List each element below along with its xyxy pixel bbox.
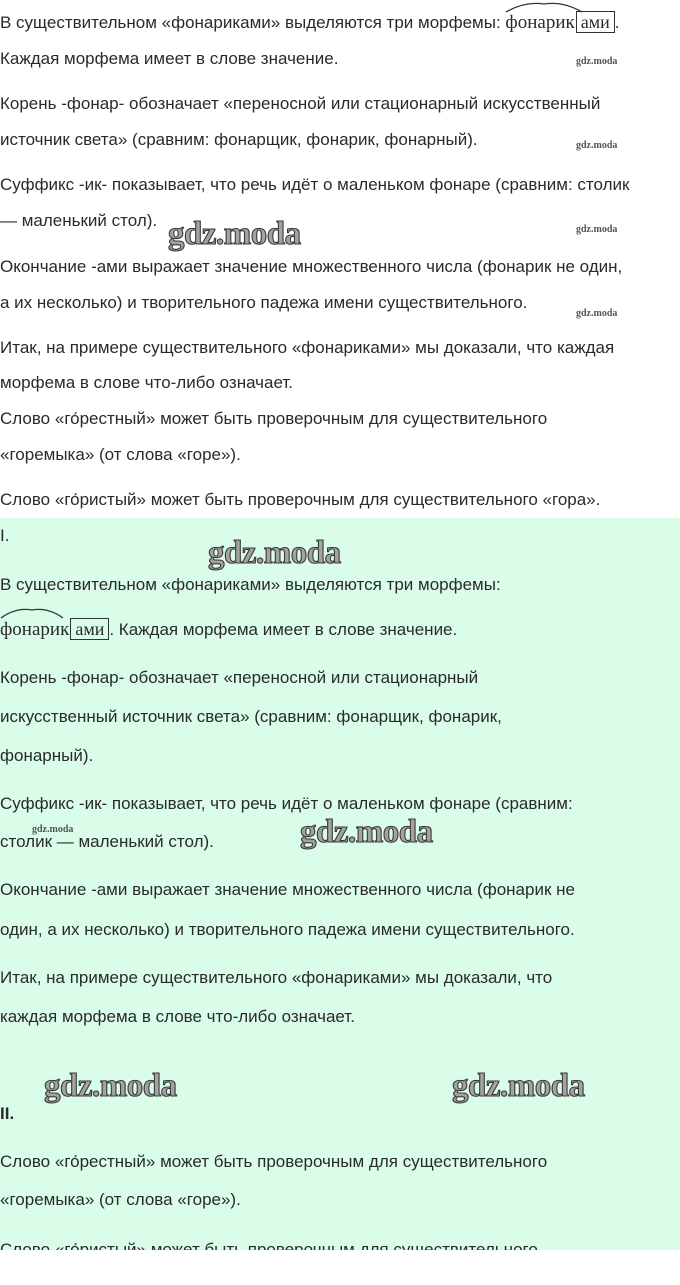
morpheme-root: фонар bbox=[505, 12, 556, 33]
top-line-10: морфема в слове что-либо означает. bbox=[0, 373, 293, 392]
morpheme-suffix: ик bbox=[555, 12, 575, 33]
cutoff-mask bbox=[0, 1250, 680, 1285]
top-line-9: Итак, на примере существительного «фонариками» мы доказали, что каждая bbox=[0, 338, 615, 357]
section1-line-11: каждая морфема в слове что-либо означает. bbox=[0, 1007, 355, 1026]
morpheme-ending: ами bbox=[70, 618, 109, 640]
morpheme-ending: ами bbox=[576, 11, 615, 33]
top-line-2: Каждая морфема имеет в слове значение. bbox=[0, 49, 339, 68]
watermark-large: gdz.moda bbox=[168, 216, 301, 252]
section1-line-10: Итак, на примере существительного «фонариками» мы доказали, что bbox=[0, 968, 553, 987]
root-arc-icon bbox=[0, 606, 64, 620]
section1-line-3: Корень -фонар- обозначает «переносной или стационарный bbox=[0, 668, 479, 687]
top-line-6: — маленький стол). bbox=[0, 211, 158, 230]
watermark-small: gdz.moda bbox=[576, 308, 618, 319]
section1-line-9: один, а их несколько) и творительного падежа имени существительного. bbox=[0, 920, 575, 939]
watermark-large: gdz.moda bbox=[300, 814, 433, 850]
watermark-small: gdz.moda bbox=[32, 824, 74, 835]
section2-heading: II. bbox=[0, 1104, 15, 1123]
watermark-large: gdz.moda bbox=[44, 1068, 177, 1104]
watermark-small: gdz.moda bbox=[576, 56, 618, 67]
top-line-1 bbox=[0, 12, 619, 33]
section1-line-6: Суффикс -ик- показывает, что речь идёт о маленьком фонаре (сравним: bbox=[0, 794, 573, 813]
section1-line-8: Окончание -ами выражает значение множественного числа (фонарик не bbox=[0, 880, 575, 899]
section1-heading: I. bbox=[0, 526, 10, 545]
section1-line-4: искусственный источник света» (сравним: фонарщик, фонарик, bbox=[0, 707, 502, 726]
section1-line-5: фонарный). bbox=[0, 746, 94, 765]
section2-line-2: «горемыка» (от слова «горе»). bbox=[0, 1190, 241, 1209]
watermark-large: gdz.moda bbox=[208, 535, 341, 571]
text-segment: . Каждая морфема имеет в слове значение. bbox=[109, 620, 458, 639]
section1-line-1: В существительном «фонариками» выделяются три морфемы: bbox=[0, 575, 501, 594]
top-line-13: Слово «го́ристый» может быть проверочным для существительного «гора». bbox=[0, 490, 601, 509]
morpheme-root: фонар bbox=[0, 619, 50, 640]
text-segment: . bbox=[614, 13, 620, 32]
top-line-12: «горемыка» (от слова «горе»). bbox=[0, 445, 241, 464]
top-line-3: Корень -фонар- обозначает «переносной или стационарный искусственный bbox=[0, 94, 601, 113]
top-line-4: источник света» (сравним: фонарщик, фонарик, фонарный). bbox=[0, 130, 478, 149]
morpheme-breakdown bbox=[505, 12, 614, 33]
section1-line-7: столик — маленький стол). bbox=[0, 832, 214, 851]
section2-line-1: Слово «го́рестный» может быть проверочным для существительного bbox=[0, 1152, 548, 1171]
top-line-11: Слово «го́рестный» может быть проверочным для существительного bbox=[0, 409, 548, 428]
top-line-5: Суффикс -ик- показывает, что речь идёт о маленьком фонаре (сравним: столик bbox=[0, 175, 630, 194]
top-line-8: а их несколько) и творительного падежа имени существительного. bbox=[0, 293, 528, 312]
top-line-7: Окончание -ами выражает значение множественного числа (фонарик не один, bbox=[0, 257, 623, 276]
watermark-small: gdz.moda bbox=[576, 224, 618, 235]
morpheme-breakdown bbox=[0, 619, 109, 640]
morpheme-suffix: ик bbox=[49, 619, 70, 640]
watermark-small: gdz.moda bbox=[576, 140, 618, 151]
text-segment: В существительном «фонариками» выделяются три морфемы: bbox=[0, 13, 501, 32]
watermark-large: gdz.moda bbox=[452, 1068, 585, 1104]
section1-line-2 bbox=[0, 619, 457, 640]
